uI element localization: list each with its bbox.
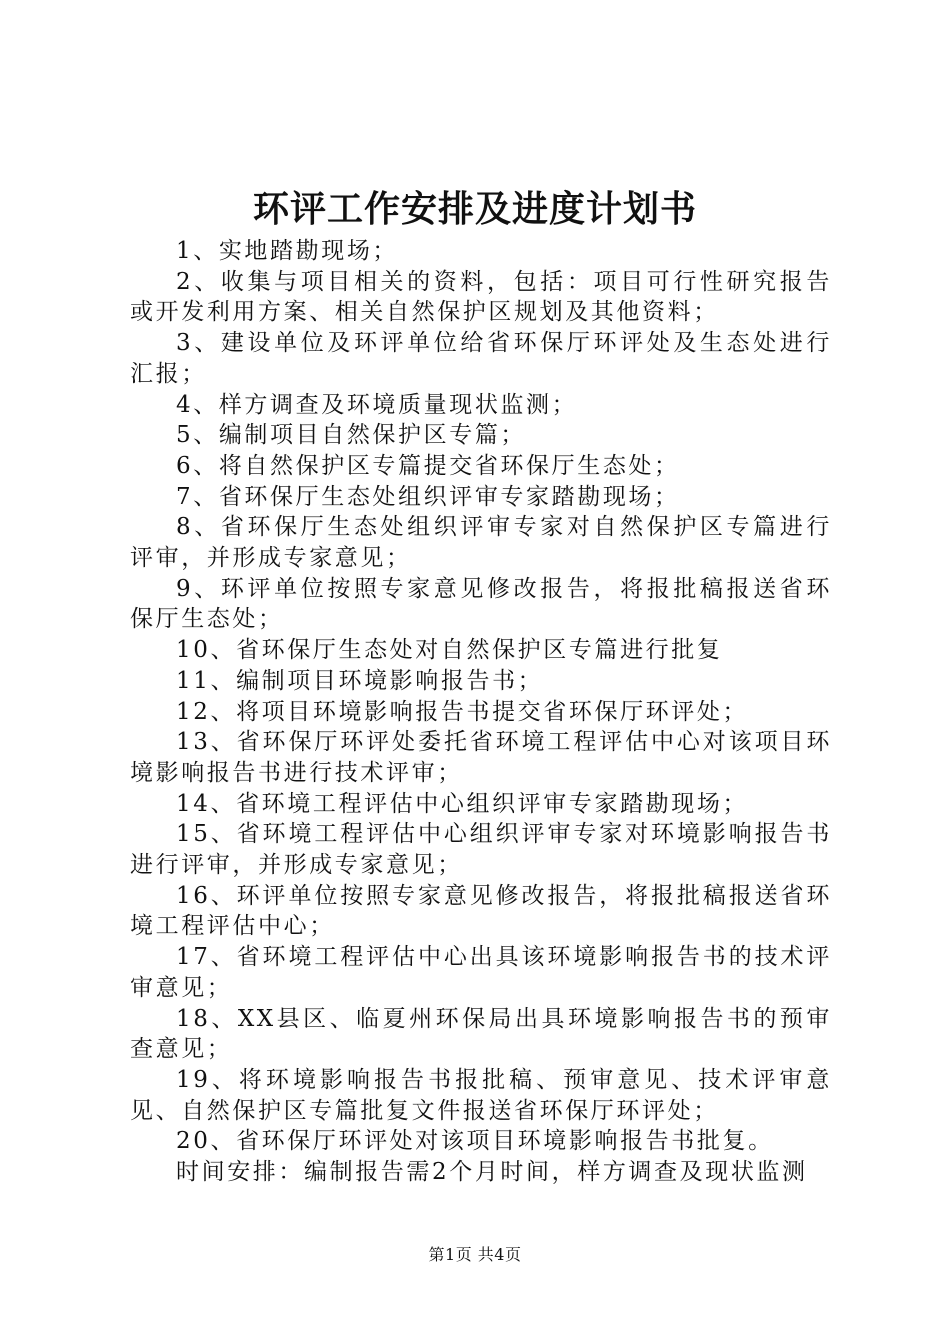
paragraph: 1、实地踏勘现场； (176, 238, 399, 264)
paragraph: 16、环评单位按照专家意见修改报告，将报批稿报送省环境工程评估中心； (130, 882, 832, 940)
paragraph: 2、收集与项目相关的资料，包括：项目可行性研究报告或开发利用方案、相关自然保护区规划及其他资料； (130, 268, 832, 326)
paragraph: 17、省环境工程评估中心出具该环境影响报告书的技术评审意见； (130, 944, 832, 1001)
paragraph: 4、样方调查及环境质量现状监测； (176, 391, 578, 418)
paragraph: 5、编制项目自然保护区专篇； (176, 422, 527, 449)
paragraph: 时间安排：编制报告需2个月时间，样方调查及现状监测 (176, 1159, 808, 1186)
paragraph: 13、省环保厅环评处委托省环境工程评估中心对该项目环境影响报告书进行技术评审； (130, 729, 832, 786)
paragraph: 12、将项目环境影响报告书提交省环保厅环评处； (176, 698, 749, 725)
paragraph: 8、省环保厅生态处组织评审专家对自然保护区专篇进行评审，并形成专家意见； (130, 514, 832, 572)
paragraph: 18、XX县区、临夏州环保局出具环境影响报告书的预审查意见； (130, 1005, 832, 1063)
paragraph: 19、将环境影响报告书报批稿、预审意见、技术评审意见、自然保护区专篇批复文件报送省环保厅环评处； (130, 1066, 832, 1124)
paragraph: 3、建设单位及环评单位给省环保厅环评处及生态处进行汇报； (130, 330, 832, 387)
page-title: 环评工作安排及进度计划书 (252, 188, 697, 230)
document-body (130, 236, 832, 1188)
paragraph: 7、省环保厅生态处组织评审专家踏勘现场； (176, 483, 680, 510)
page-number-footer: 第1页 共4页 (428, 1245, 522, 1264)
paragraph: 9、环评单位按照专家意见修改报告，将报批稿报送省环保厅生态处； (130, 575, 832, 633)
paragraph: 6、将自然保护区专篇提交省环保厅生态处； (176, 452, 680, 479)
paragraph: 14、省环境工程评估中心组织评审专家踏勘现场； (176, 790, 749, 817)
paragraph: 10、省环保厅生态处对自然保护区专篇进行批复 (176, 637, 723, 664)
paragraph: 11、编制项目环境影响报告书； (176, 667, 544, 694)
paragraph: 15、省环境工程评估中心组织评审专家对环境影响报告书进行评审，并形成专家意见； (130, 821, 832, 879)
paragraph: 20、省环保厅环评处对该项目环境影响报告书批复。 (176, 1128, 774, 1155)
